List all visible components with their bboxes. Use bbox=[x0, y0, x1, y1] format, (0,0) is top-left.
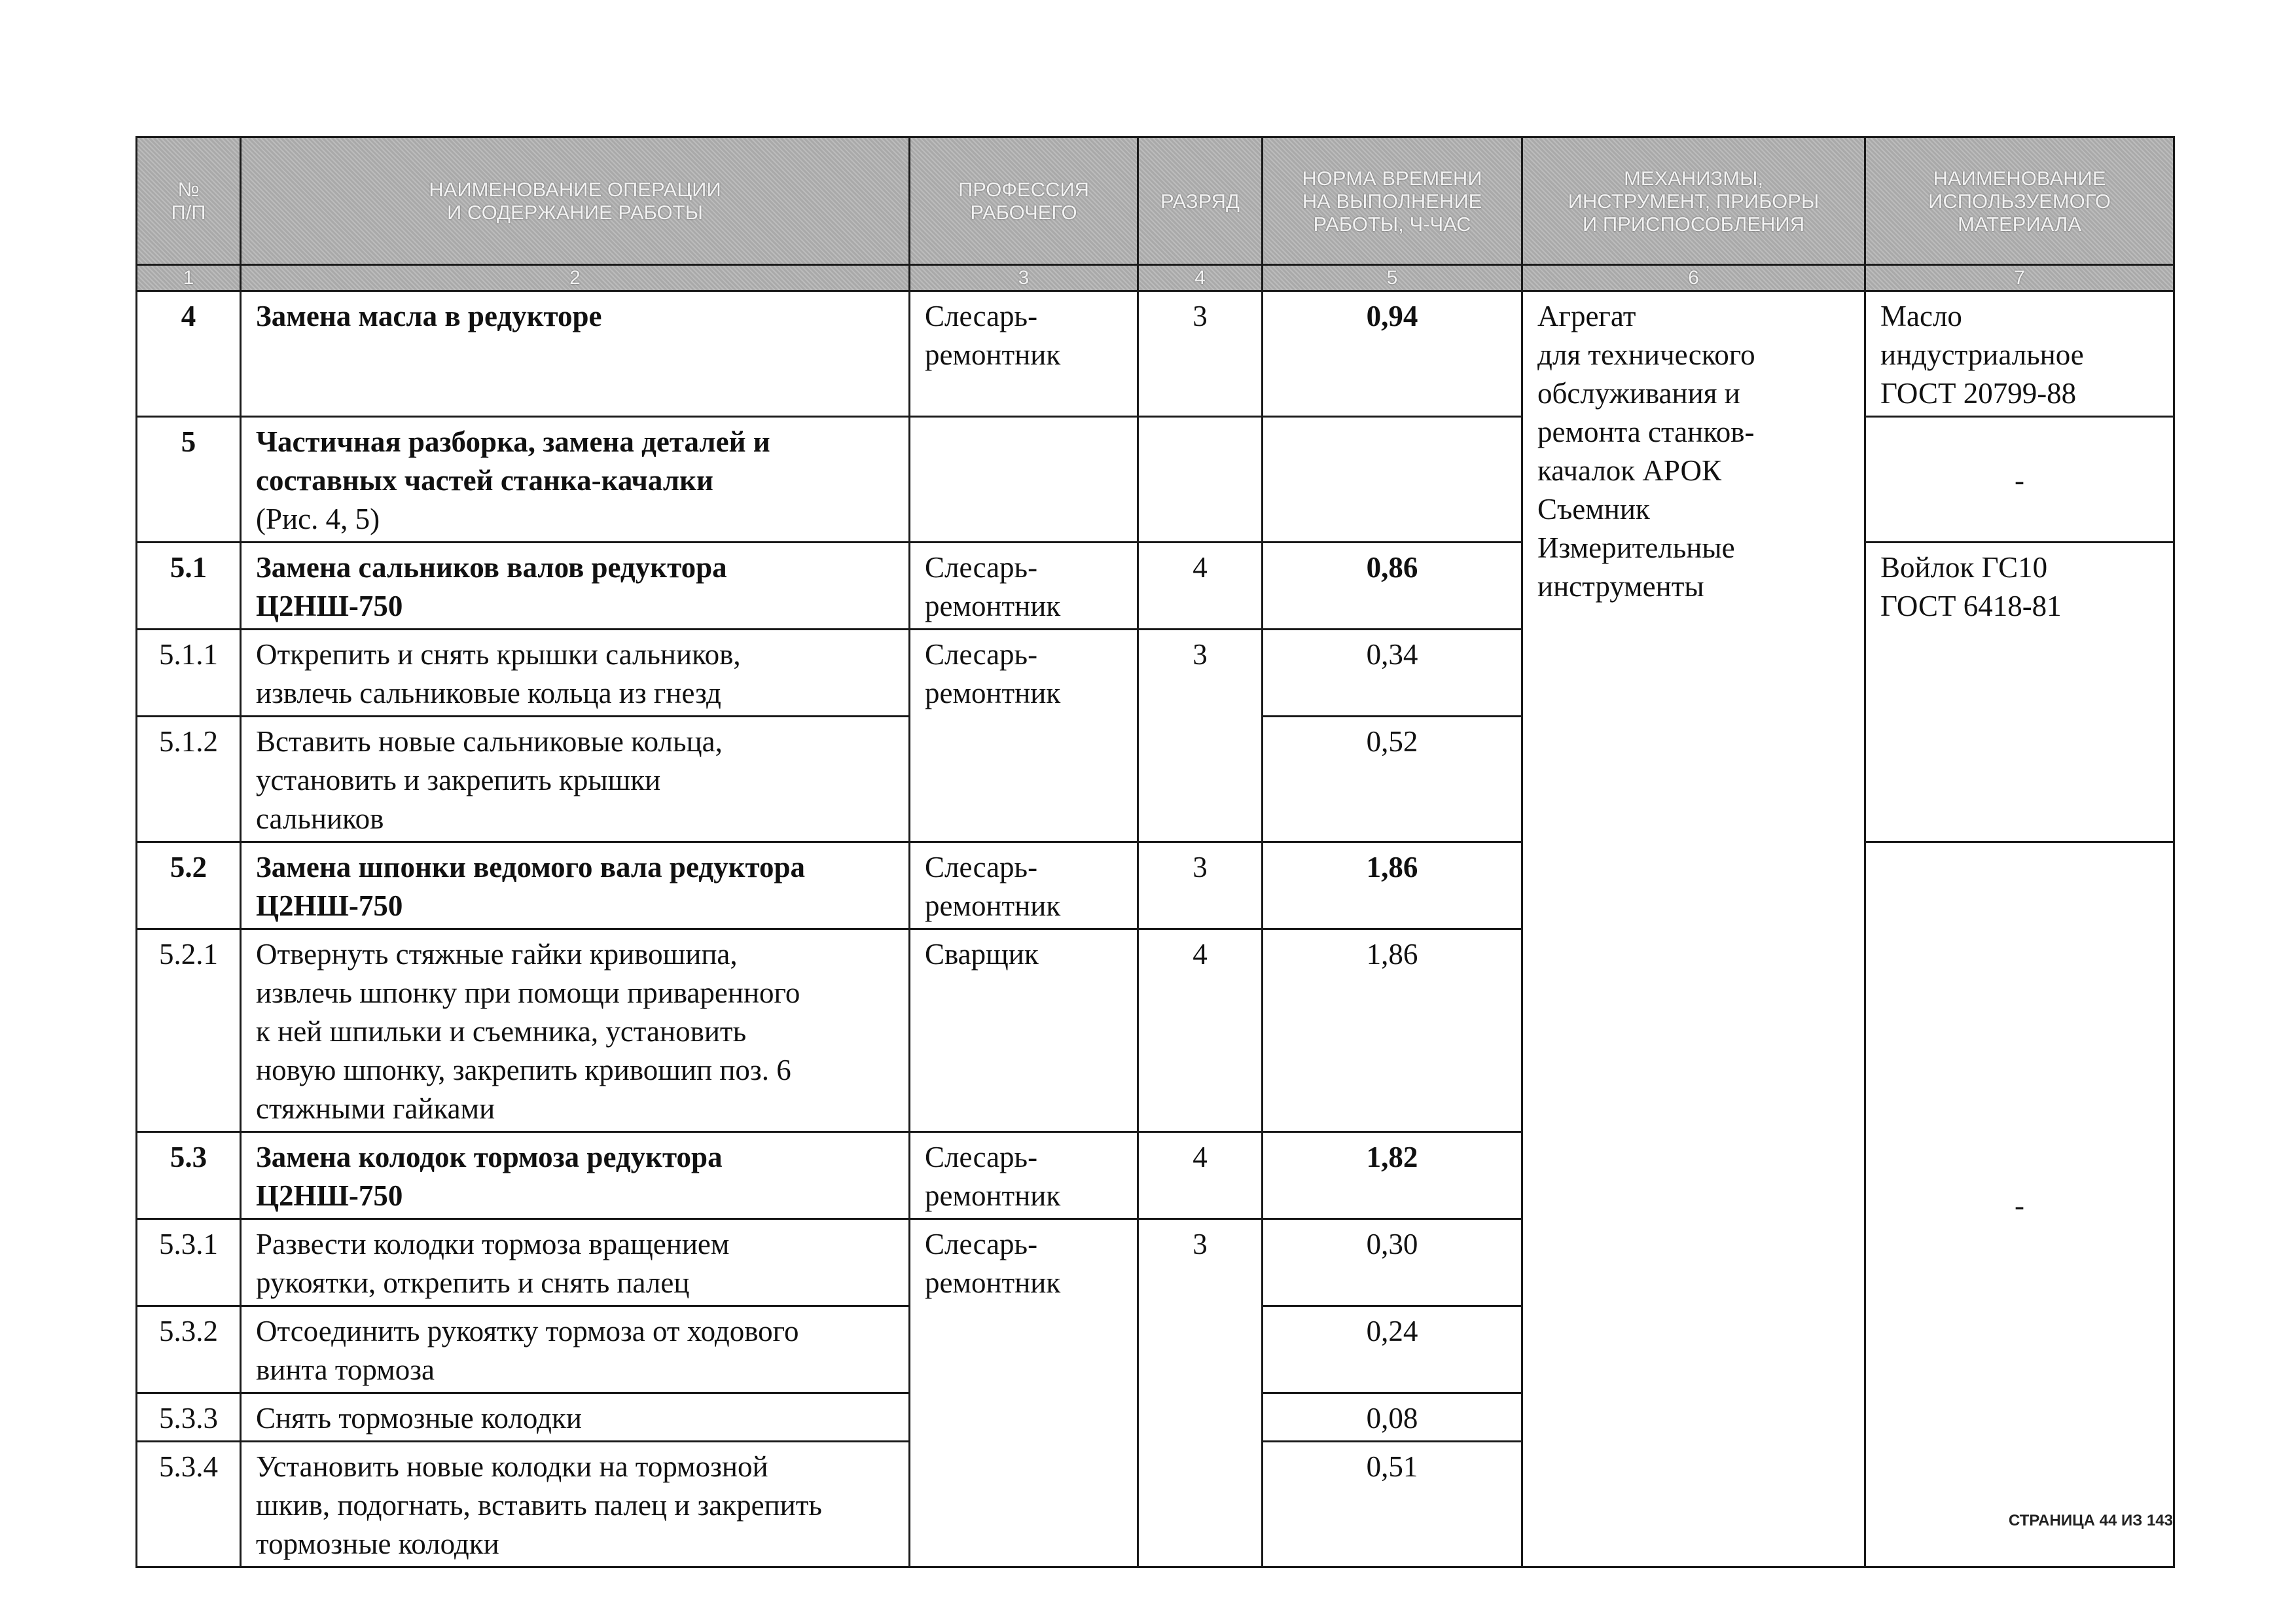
page-number: СТРАНИЦА 44 ИЗ 143 bbox=[2008, 1512, 2173, 1529]
time-norm: 0,51 bbox=[1263, 1442, 1522, 1567]
profession bbox=[910, 417, 1138, 543]
profession: Слесарь- ремонтник bbox=[910, 1132, 1138, 1219]
operation-name: Отвернуть стяжные гайки кривошипа, извлечь шпонку при помощи приваренного к ней шпильки и съемника, установить новую шпонку, закрепить кривошип поз. 6 стяжными гайками bbox=[241, 929, 910, 1132]
mechanisms: Агрегат для технического обслуживания и ремонта станков- качалок АРОК Съемник Измерительные инструменты bbox=[1522, 291, 1865, 1567]
table-row bbox=[137, 842, 2174, 929]
operation-name: Развести колодки тормоза вращением рукоятки, открепить и снять палец bbox=[241, 1219, 910, 1306]
profession: Слесарь- ремонтник bbox=[910, 842, 1138, 929]
row-number: 5.2.1 bbox=[137, 929, 241, 1132]
header-time-norm: НОРМА ВРЕМЕНИ НА ВЫПОЛНЕНИЕ РАБОТЫ, Ч-ЧАС bbox=[1263, 137, 1522, 265]
profession: Слесарь- ремонтник bbox=[910, 291, 1138, 417]
table-row bbox=[137, 291, 2174, 417]
operation-name: Вставить новые сальниковые кольца, установить и закрепить крышки сальников bbox=[241, 717, 910, 842]
table-row bbox=[137, 417, 2174, 543]
row-number: 5 bbox=[137, 417, 241, 543]
profession: Слесарь- ремонтник bbox=[910, 1219, 1138, 1567]
grade: 4 bbox=[1138, 543, 1263, 630]
time-norm: 1,86 bbox=[1263, 842, 1522, 929]
time-norm: 0,34 bbox=[1263, 630, 1522, 717]
operation-name: Замена масла в редукторе bbox=[241, 291, 910, 417]
row-number: 5.3.1 bbox=[137, 1219, 241, 1306]
header-row bbox=[137, 137, 2174, 265]
row-number: 5.2 bbox=[137, 842, 241, 929]
header-col-index: 4 bbox=[1138, 265, 1263, 291]
header-col-index: 2 bbox=[241, 265, 910, 291]
header-number-row bbox=[137, 265, 2174, 291]
grade: 4 bbox=[1138, 1132, 1263, 1219]
operations-table bbox=[135, 136, 2175, 1568]
time-norm bbox=[1263, 417, 1522, 543]
material: - bbox=[1865, 842, 2174, 1567]
grade: 3 bbox=[1138, 1219, 1263, 1567]
material: - bbox=[1865, 417, 2174, 543]
profession: Слесарь- ремонтник bbox=[910, 630, 1138, 842]
time-norm: 1,82 bbox=[1263, 1132, 1522, 1219]
header-col-index: 6 bbox=[1522, 265, 1865, 291]
time-norm: 0,30 bbox=[1263, 1219, 1522, 1306]
operation-name: Отсоединить рукоятку тормоза от ходового винта тормоза bbox=[241, 1306, 910, 1393]
time-norm: 0,94 bbox=[1263, 291, 1522, 417]
profession: Сварщик bbox=[910, 929, 1138, 1132]
grade: 3 bbox=[1138, 842, 1263, 929]
row-number: 4 bbox=[137, 291, 241, 417]
row-number: 5.1.2 bbox=[137, 717, 241, 842]
row-number: 5.1.1 bbox=[137, 630, 241, 717]
grade: 3 bbox=[1138, 630, 1263, 842]
operation-name-cell bbox=[241, 417, 910, 543]
header-col-index: 3 bbox=[910, 265, 1138, 291]
operation-name: Открепить и снять крышки сальников, извлечь сальниковые кольца из гнезд bbox=[241, 630, 910, 717]
row-number: 5.3.3 bbox=[137, 1393, 241, 1442]
material: Войлок ГС10 ГОСТ 6418-81 bbox=[1865, 543, 2174, 842]
operation-name: Снять тормозные колодки bbox=[241, 1393, 910, 1442]
profession: Слесарь- ремонтник bbox=[910, 543, 1138, 630]
table-row bbox=[137, 543, 2174, 630]
grade: 3 bbox=[1138, 291, 1263, 417]
material: Масло индустриальное ГОСТ 20799-88 bbox=[1865, 291, 2174, 417]
header-number: № П/П bbox=[137, 137, 241, 265]
operation-name: Замена сальников валов редуктора Ц2НШ-750 bbox=[241, 543, 910, 630]
row-number: 5.1 bbox=[137, 543, 241, 630]
time-norm: 0,86 bbox=[1263, 543, 1522, 630]
row-number: 5.3.2 bbox=[137, 1306, 241, 1393]
header-col-index: 7 bbox=[1865, 265, 2174, 291]
header-col-index: 5 bbox=[1263, 265, 1522, 291]
time-norm: 1,86 bbox=[1263, 929, 1522, 1132]
header-profession: ПРОФЕССИЯ РАБОЧЕГО bbox=[910, 137, 1138, 265]
row-number: 5.3 bbox=[137, 1132, 241, 1219]
header-material: НАИМЕНОВАНИЕ ИСПОЛЬЗУЕМОГО МАТЕРИАЛА bbox=[1865, 137, 2174, 265]
time-norm: 0,08 bbox=[1263, 1393, 1522, 1442]
operation-name: Частичная разборка, замена деталей и составных частей станка-качалки bbox=[256, 425, 770, 497]
time-norm: 0,52 bbox=[1263, 717, 1522, 842]
operation-name: Замена колодок тормоза редуктора Ц2НШ-750 bbox=[241, 1132, 910, 1219]
header-grade: РАЗРЯД bbox=[1138, 137, 1263, 265]
operation-figure-reference: (Рис. 4, 5) bbox=[256, 503, 380, 535]
grade bbox=[1138, 417, 1263, 543]
header-col-index: 1 bbox=[137, 265, 241, 291]
time-norm: 0,24 bbox=[1263, 1306, 1522, 1393]
operation-name: Установить новые колодки на тормозной шкив, подогнать, вставить палец и закрепить тормозные колодки bbox=[241, 1442, 910, 1567]
operation-name: Замена шпонки ведомого вала редуктора Ц2НШ-750 bbox=[241, 842, 910, 929]
grade: 4 bbox=[1138, 929, 1263, 1132]
header-operation-name: НАИМЕНОВАНИЕ ОПЕРАЦИИ И СОДЕРЖАНИЕ РАБОТЫ bbox=[241, 137, 910, 265]
row-number: 5.3.4 bbox=[137, 1442, 241, 1567]
header-mechanisms: МЕХАНИЗМЫ, ИНСТРУМЕНТ, ПРИБОРЫ И ПРИСПОСОБЛЕНИЯ bbox=[1522, 137, 1865, 265]
